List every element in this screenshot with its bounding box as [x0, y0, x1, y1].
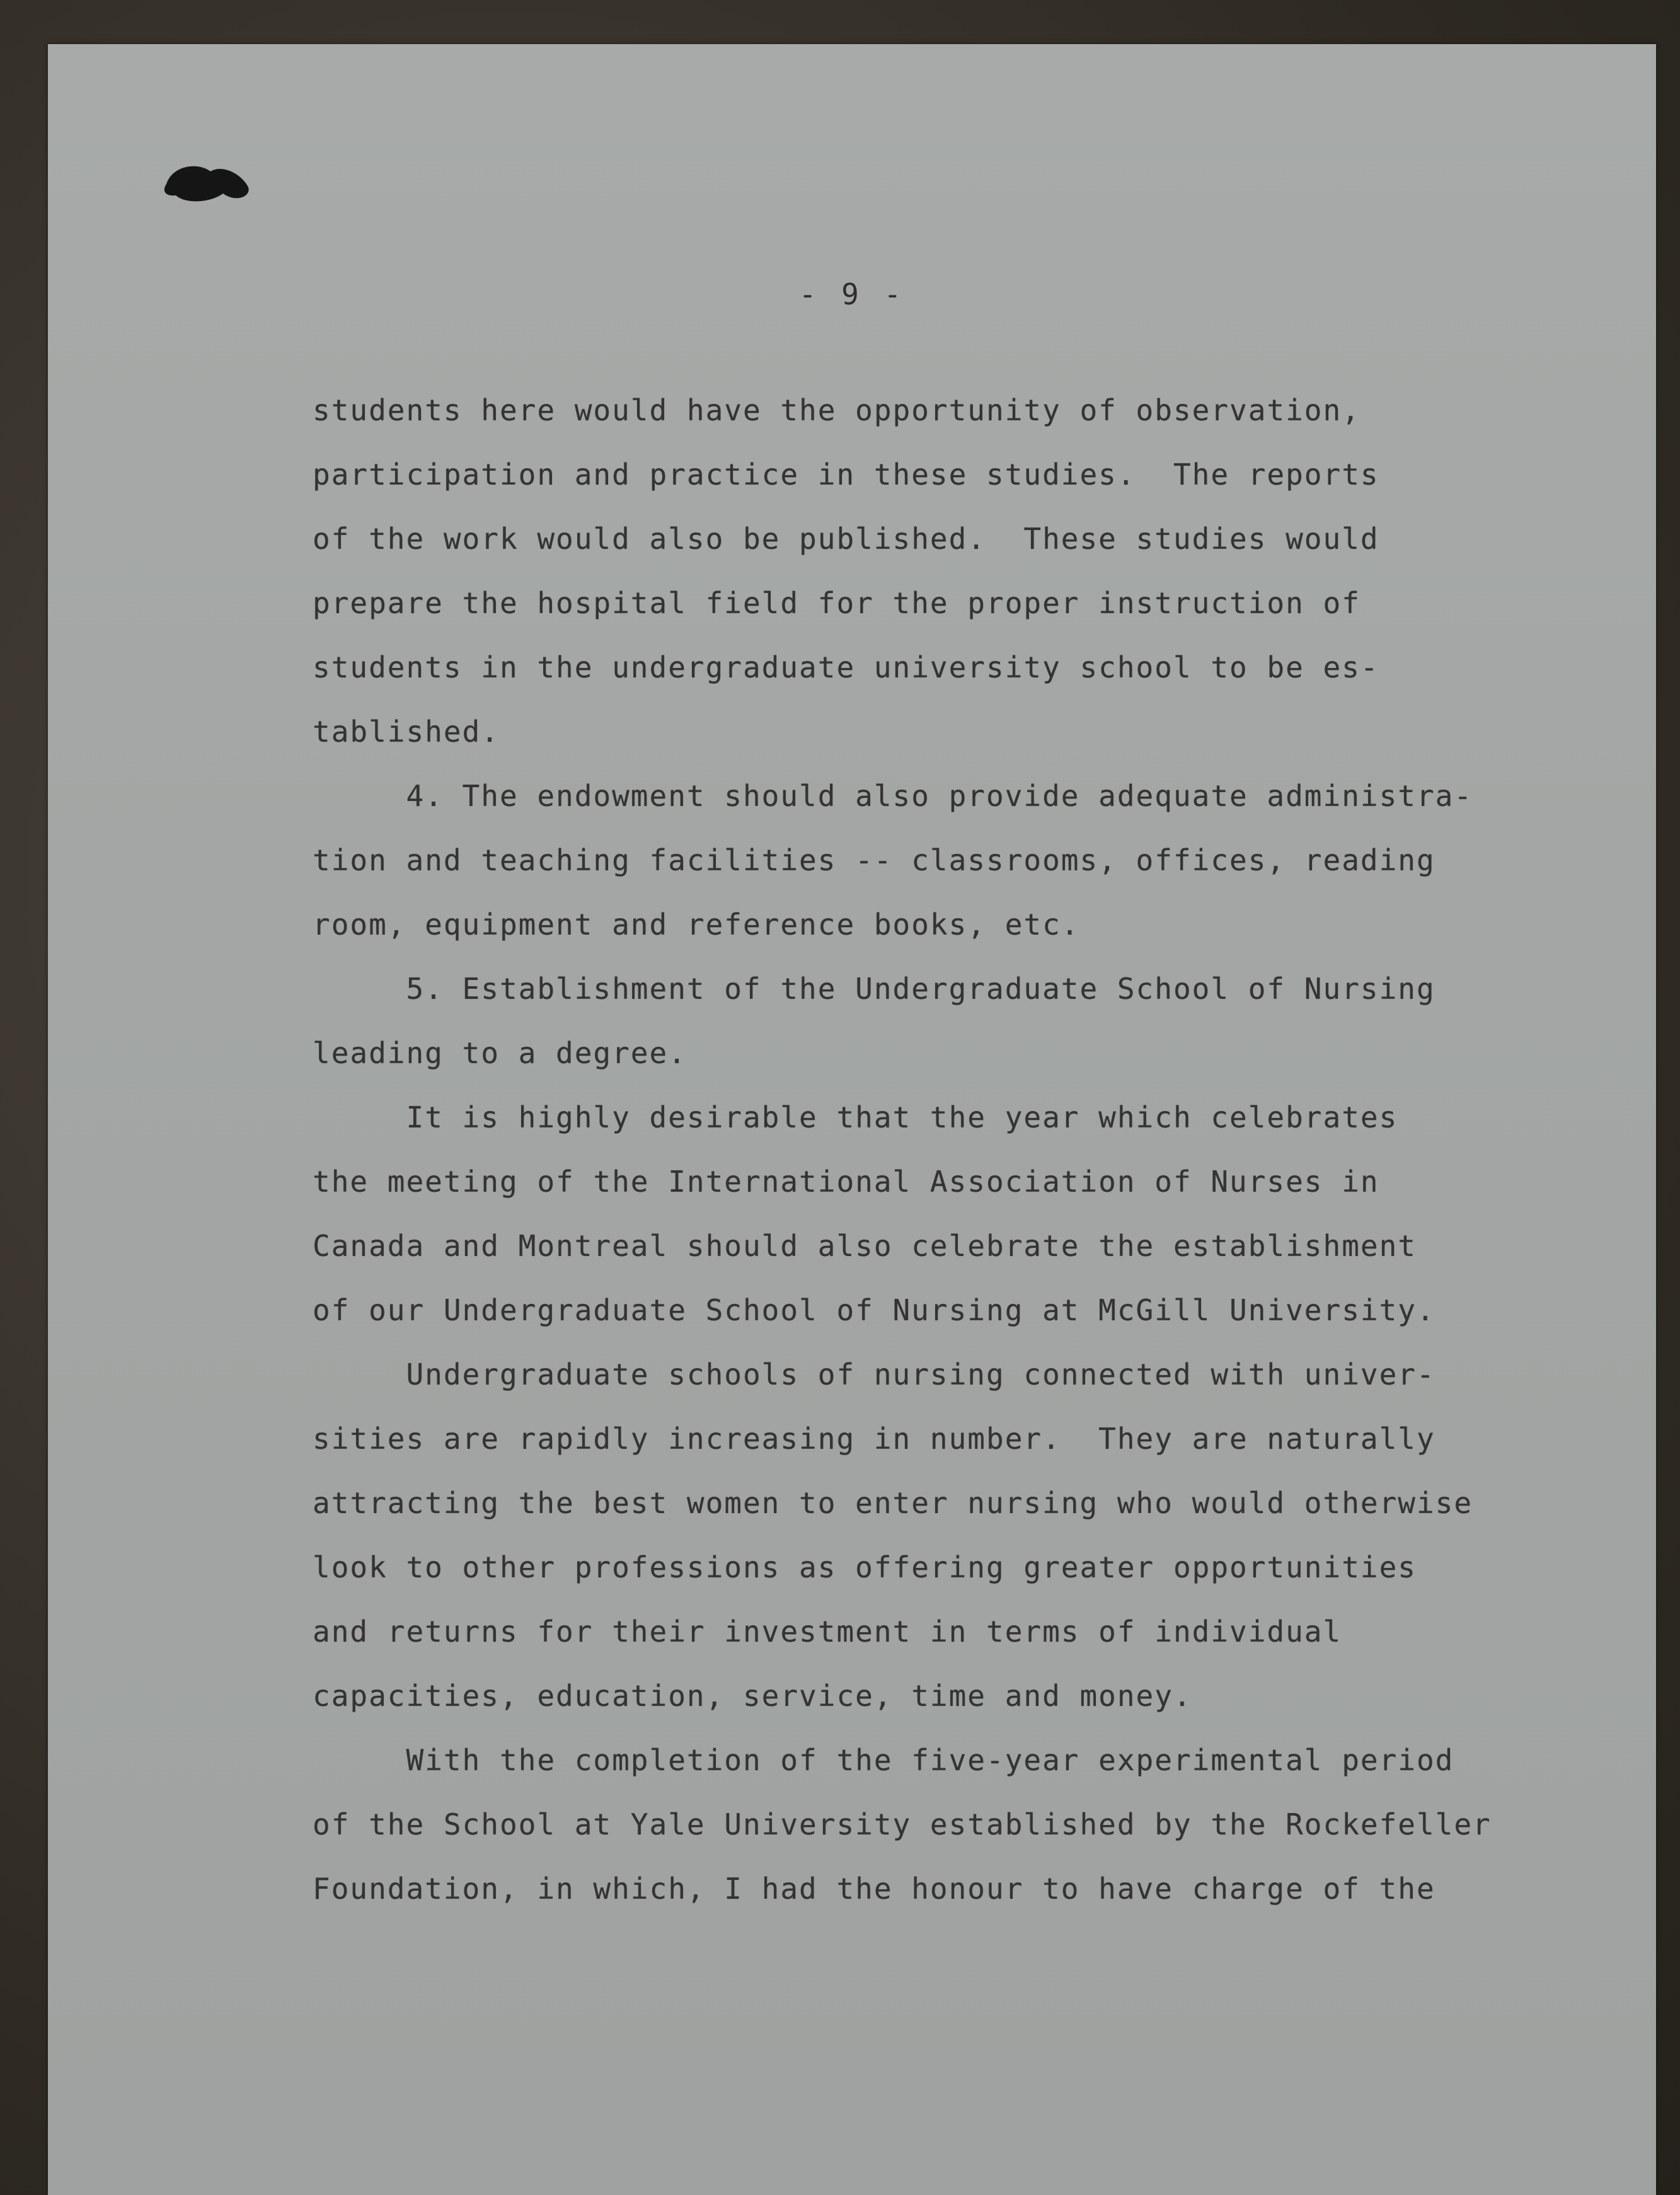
text-line-17: sities are rapidly increasing in number. They are naturally [313, 1422, 1435, 1456]
text-line-22: With the completion of the five-year experimental period [313, 1743, 1454, 1777]
ink-blot-mark [160, 159, 255, 209]
text-line-3: of the work would also be published. These studies would [313, 522, 1379, 556]
text-line-10: 5. Establishment of the Undergraduate School of Nursing [313, 972, 1435, 1006]
text-line-23: of the School at Yale University established by the Rockefeller [313, 1807, 1492, 1841]
text-line-15: of our Undergraduate School of Nursing at McGill University. [313, 1293, 1435, 1327]
text-line-1: students here would have the opportunity of observation, [313, 393, 1361, 427]
text-line-16: Undergraduate schools of nursing connected with univer- [313, 1357, 1435, 1391]
text-line-5: students in the undergraduate university school to be es- [313, 650, 1379, 684]
text-line-8: tion and teaching facilities -- classrooms, offices, reading [313, 843, 1435, 877]
text-line-7: 4. The endowment should also provide adequate administra- [313, 779, 1473, 813]
text-line-4: prepare the hospital field for the proper instruction of [313, 586, 1361, 620]
text-line-20: and returns for their investment in terms of individual [313, 1615, 1342, 1649]
text-line-2: participation and practice in these studies. The reports [313, 458, 1379, 492]
page-number: - 9 - [798, 277, 906, 311]
text-line-18: attracting the best women to enter nursing who would otherwise [313, 1486, 1473, 1520]
text-line-14: Canada and Montreal should also celebrate the establishment [313, 1229, 1417, 1263]
document-page [48, 44, 1656, 2195]
text-line-19: look to other professions as offering greater opportunities [313, 1550, 1417, 1584]
text-line-21: capacities, education, service, time and money. [313, 1679, 1192, 1713]
text-line-13: the meeting of the International Association of Nurses in [313, 1165, 1379, 1199]
text-line-12: It is highly desirable that the year which celebrates [313, 1100, 1398, 1134]
text-line-11: leading to a degree. [313, 1036, 687, 1070]
text-line-24: Foundation, in which, I had the honour to have charge of the [313, 1872, 1435, 1906]
text-line-6: tablished. [313, 715, 500, 749]
text-line-9: room, equipment and reference books, etc. [313, 907, 1080, 942]
